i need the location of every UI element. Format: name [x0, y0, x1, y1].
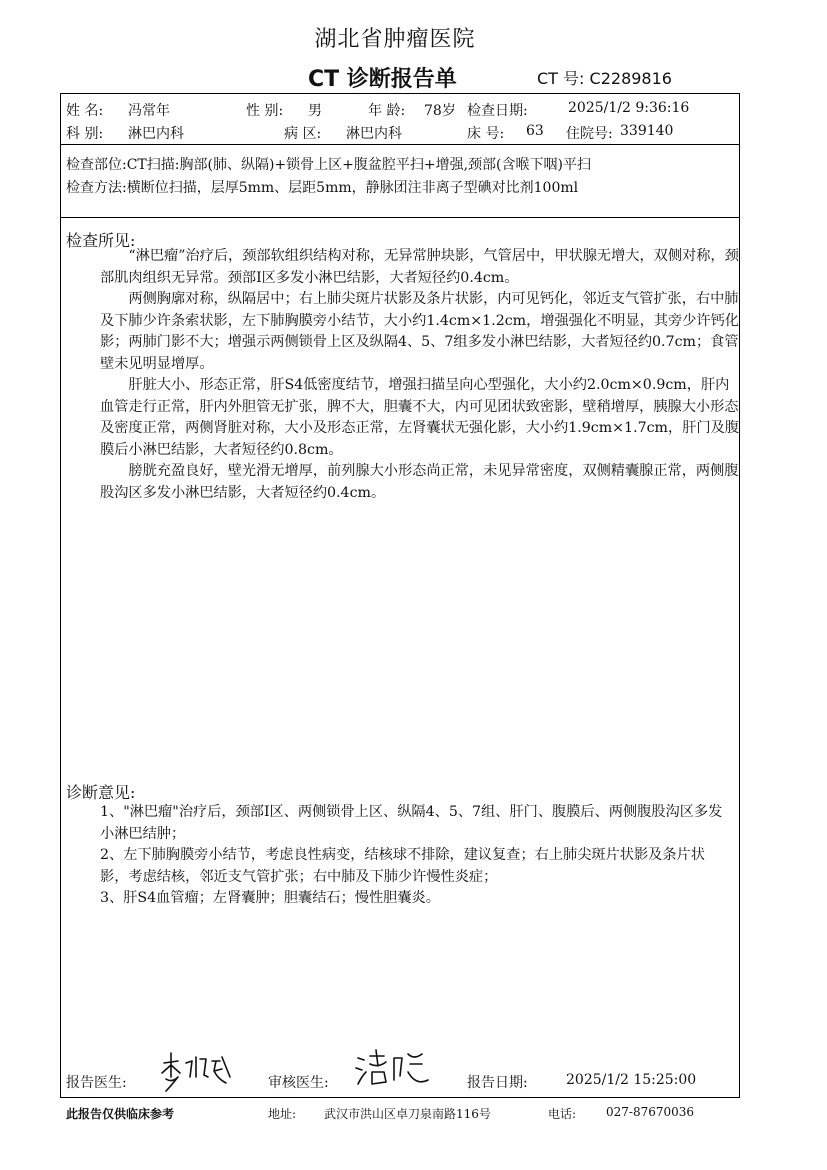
ct-number	[537, 66, 672, 89]
name-label: 姓 名:	[66, 103, 104, 119]
exam-date-label: 检查日期:	[467, 103, 528, 119]
phone-label: 电话:	[548, 1107, 577, 1121]
diagnosis-heading: 诊断意见:	[66, 783, 136, 802]
report-doctor-signature	[156, 1047, 238, 1093]
findings-paragraph: 两侧胸廓对称，纵隔居中；右上肺尖斑片状影及条片状影，内可见钙化，邻近支气管扩张，右中肺及下肺少许条索状影，左下肺胸膜旁小结节，大小约1.4cm×1.2cm，增强强化不明显，其旁少许钙化影；两肺门影不大；增强示两侧锁骨上区及纵隔4、5、7组多发小淋巴结影，大者短径约0.7cm；食管壁未见明显增厚。	[100, 291, 739, 372]
exam-method-label: 检查方法:	[66, 180, 127, 196]
findings-heading: 检查所见:	[66, 231, 136, 250]
divider-patient	[60, 144, 740, 145]
ct-number-label: CT 号:	[537, 69, 585, 88]
bed-label: 床 号:	[467, 126, 505, 142]
findings-paragraph: 肝脏大小、形态正常，肝S4低密度结节，增强扫描呈向心型强化，大小约2.0cm×0.9cm，肝内血管走行正常，肝内外胆管无扩张，脾不大，胆囊不大，内可见团状致密影，壁稍增厚，胰腺大小形态及密度正常，两侧肾脏对称，大小及形态正常，左肾囊状无强化影，大小约1.9cm×1.7cm，肝门及腹膜后小淋巴结影，大者短径约0.8cm。	[100, 377, 739, 458]
diagnosis-item: 1、"淋巴瘤"治疗后，颈部Ⅰ区、两侧锁骨上区、纵隔4、5、7组、肝门、腹膜后、两侧腹股沟区多发小淋巴结肿；	[100, 804, 723, 842]
age-label: 年 龄:	[368, 103, 406, 119]
ward-label: 病 区:	[284, 126, 322, 142]
findings-body	[100, 246, 740, 504]
findings-paragraph: “淋巴瘤”治疗后，颈部软组织结构对称，无异常肿块影，气管居中，甲状腺无增大，双侧对称，颈部肌肉组织无异常。颈部Ⅰ区多发小淋巴结影，大者短径约0.4cm。	[100, 248, 739, 286]
hospital-name: 湖北省肿瘤医院	[314, 27, 476, 52]
findings-paragraph: 膀胱充盈良好，壁光滑无增厚，前列腺大小形态尚正常，未见异常密度，双侧精囊腺正常，两侧腹股沟区多发小淋巴结影，大者短径约0.4cm。	[100, 463, 739, 501]
diagnosis-item: 3、肝S4血管瘤；左肾囊肿；胆囊结石；慢性胆囊炎。	[100, 890, 440, 906]
report-title: CT 诊断报告单	[308, 67, 457, 92]
patient-ward: 淋巴内科	[346, 126, 402, 142]
exam-method	[66, 177, 578, 197]
exam-date: 2025/1/2 9:36:16	[568, 100, 690, 116]
review-doctor-signature	[352, 1046, 436, 1092]
ct-number-value: C2289816	[589, 69, 672, 88]
footer-note: 此报告仅供临床参考	[66, 1107, 175, 1121]
exam-site	[66, 154, 591, 174]
patient-gender: 男	[308, 103, 322, 119]
report-date: 2025/1/2 15:25:00	[566, 1072, 697, 1088]
exam-site-value: CT扫描:胸部(肺、纵隔)+锁骨上区+腹盆腔平扫+增强,颈部(含喉下咽)平扫	[126, 157, 591, 173]
report-date-label: 报告日期:	[467, 1075, 528, 1091]
inpatient-label: 住院号:	[566, 126, 613, 142]
exam-method-value: 横断位扫描，层厚5mm、层距5mm，静脉团注非离子型碘对比剂100ml	[126, 180, 579, 196]
dept-label: 科 别:	[66, 126, 104, 142]
gender-label: 性 别:	[246, 103, 284, 119]
patient-bed: 63	[526, 123, 544, 139]
patient-dept: 淋巴内科	[128, 126, 184, 142]
patient-name: 冯常年	[128, 103, 170, 119]
phone: 027-87670036	[606, 1105, 695, 1119]
report-doctor-label: 报告医生:	[66, 1075, 127, 1091]
inpatient-number: 339140	[620, 123, 674, 139]
address-label: 地址:	[268, 1107, 297, 1121]
diagnosis-body	[100, 802, 732, 910]
patient-age: 78岁	[424, 103, 456, 119]
review-doctor-label: 审核医生:	[268, 1075, 329, 1091]
report-frame	[60, 93, 740, 1098]
exam-site-label: 检查部位:	[66, 157, 127, 173]
diagnosis-item: 2、左下肺胸膜旁小结节，考虑良性病变，结核球不排除，建议复查；右上肺尖斑片状影及条片状影，考虑结核，邻近支气管扩张；右中肺及下肺少许慢性炎症；	[100, 847, 705, 885]
address: 武汉市洪山区卓刀泉南路116号	[324, 1107, 491, 1121]
divider-exam	[60, 217, 740, 218]
